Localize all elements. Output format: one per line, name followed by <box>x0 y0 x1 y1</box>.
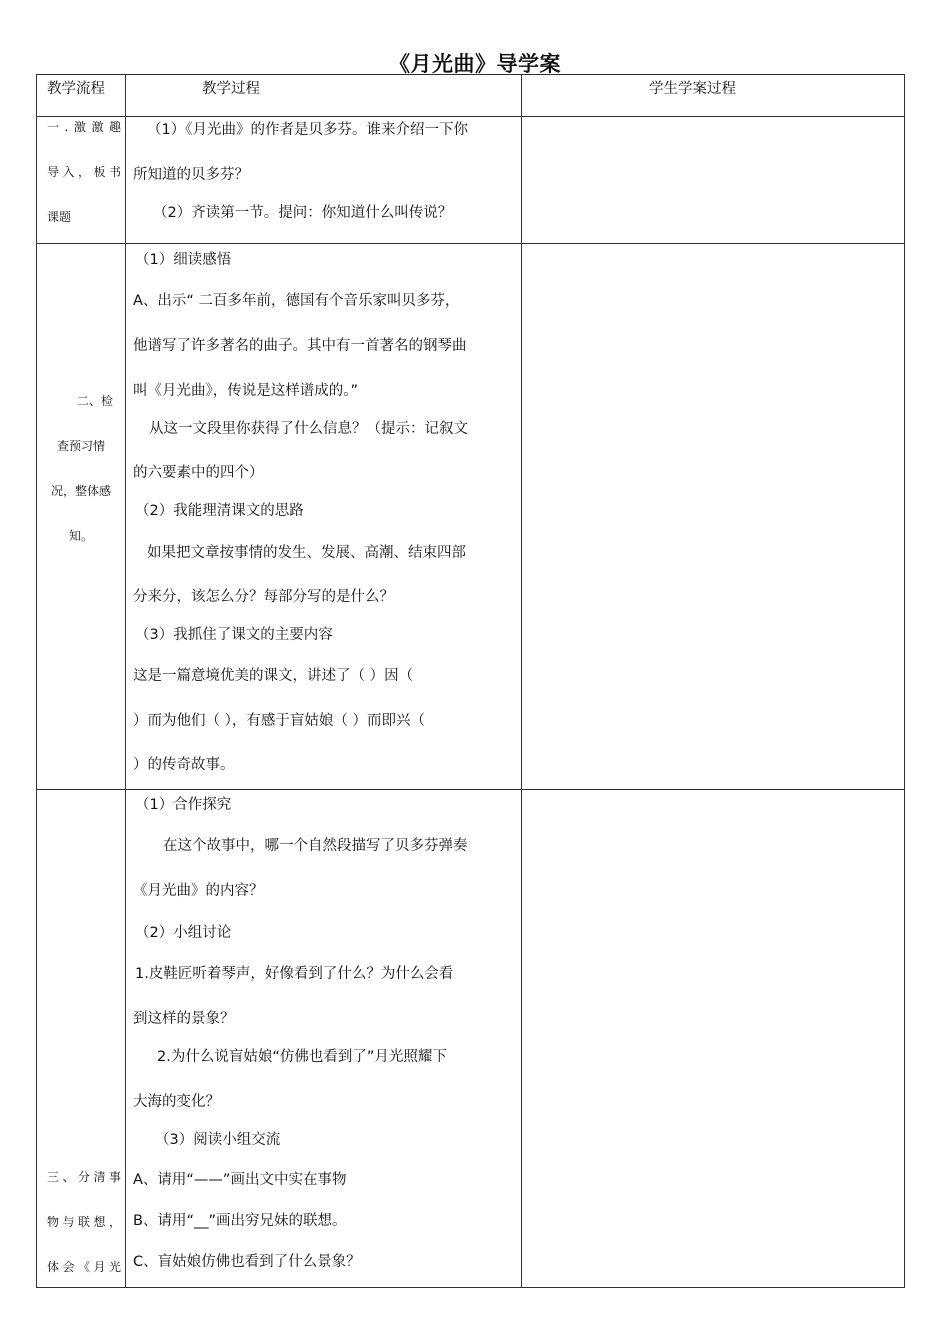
flow-text: 课题 <box>47 210 72 224</box>
process-line: （2）小组讨论 <box>135 925 232 941</box>
process-line: A、请用“——”画出文中实在事物 <box>133 1172 347 1188</box>
flow-text: 物与联想， <box>47 1215 121 1229</box>
process-line: （1）《月光曲》的作者是贝多芬。谁来介绍一下你 <box>147 122 468 138</box>
flow-text: 况，整体感 <box>50 484 111 498</box>
flow-text: 一.激激趣 <box>47 120 121 134</box>
process-line: 到这样的景象？ <box>133 1011 235 1027</box>
process-line: ）而为他们（ ），有感于盲姑娘（ ）而即兴（ <box>133 713 425 729</box>
column-divider <box>125 75 126 1287</box>
process-line: 《月光曲》的内容？ <box>133 883 264 899</box>
process-line: （3）我抓住了课文的主要内容 <box>135 627 333 643</box>
page-title: 《月光曲》导学案 <box>389 52 561 76</box>
process-line: （1）细读感悟 <box>135 252 232 268</box>
header-process: 教学过程 <box>202 81 260 97</box>
flow-text: 导入，板书 <box>47 165 121 179</box>
process-line: 2.为什么说盲姑娘“仿佛也看到了”月光照耀下 <box>157 1049 447 1065</box>
flow-text: 三、分清事 <box>47 1170 121 1184</box>
row1-flow-cell <box>37 105 125 240</box>
flow-text: 体会《月光 <box>47 1260 121 1274</box>
process-line: 分来分，该怎么分？每部分写的是什么？ <box>133 589 394 605</box>
process-line: 的六要素中的四个） <box>133 465 264 481</box>
process-line: ）的传奇故事。 <box>133 757 235 773</box>
flow-text: 二、检 <box>76 394 113 408</box>
header-flow: 教学流程 <box>47 81 105 97</box>
process-line: 所知道的贝多芬？ <box>133 167 249 183</box>
flow-text: 知。 <box>68 529 93 543</box>
process-line: 他谱写了许多著名的曲子。其中有一首著名的钢琴曲 <box>133 338 467 354</box>
process-line: B、请用“__”画出穷兄妹的联想。 <box>133 1213 347 1229</box>
process-line: （1）合作探究 <box>135 797 232 813</box>
row-divider <box>37 789 904 790</box>
row3-flow-cell <box>37 1155 125 1290</box>
flow-text: 查预习情 <box>56 439 105 453</box>
process-line: （2）我能理清课文的思路 <box>135 503 304 519</box>
row-divider <box>37 243 904 244</box>
process-line: A、出示“ 二百多年前，德国有个音乐家叫贝多芬， <box>133 293 460 309</box>
process-line: 在这个故事中，哪一个自然段描写了贝多芬弹奏 <box>163 838 468 854</box>
process-line: 这是一篇意境优美的课文，讲述了（ ）因（ <box>133 668 414 684</box>
row-divider <box>37 116 904 117</box>
process-line: （2）齐读第一节。提问：你知道什么叫传说？ <box>153 205 453 221</box>
process-line: 从这一文段里你获得了什么信息？（提示：记叙文 <box>149 421 468 437</box>
process-line: C、盲姑娘仿佛也看到了什么景象？ <box>133 1254 361 1270</box>
row2-flow-cell <box>37 379 125 559</box>
process-line: 如果把文章按事情的发生、发展、高潮、结束四部 <box>147 545 466 561</box>
process-line: 大海的变化？ <box>133 1094 220 1110</box>
process-line: 叫《月光曲》，传说是这样谱成的。” <box>133 383 359 399</box>
column-divider <box>521 75 522 1287</box>
process-line: （3）阅读小组交流 <box>155 1132 281 1148</box>
process-line: 1.皮鞋匠听着琴声，好像看到了什么？为什么会看 <box>135 966 454 982</box>
lesson-plan-table <box>36 74 905 1288</box>
header-student: 学生学案过程 <box>649 81 736 97</box>
